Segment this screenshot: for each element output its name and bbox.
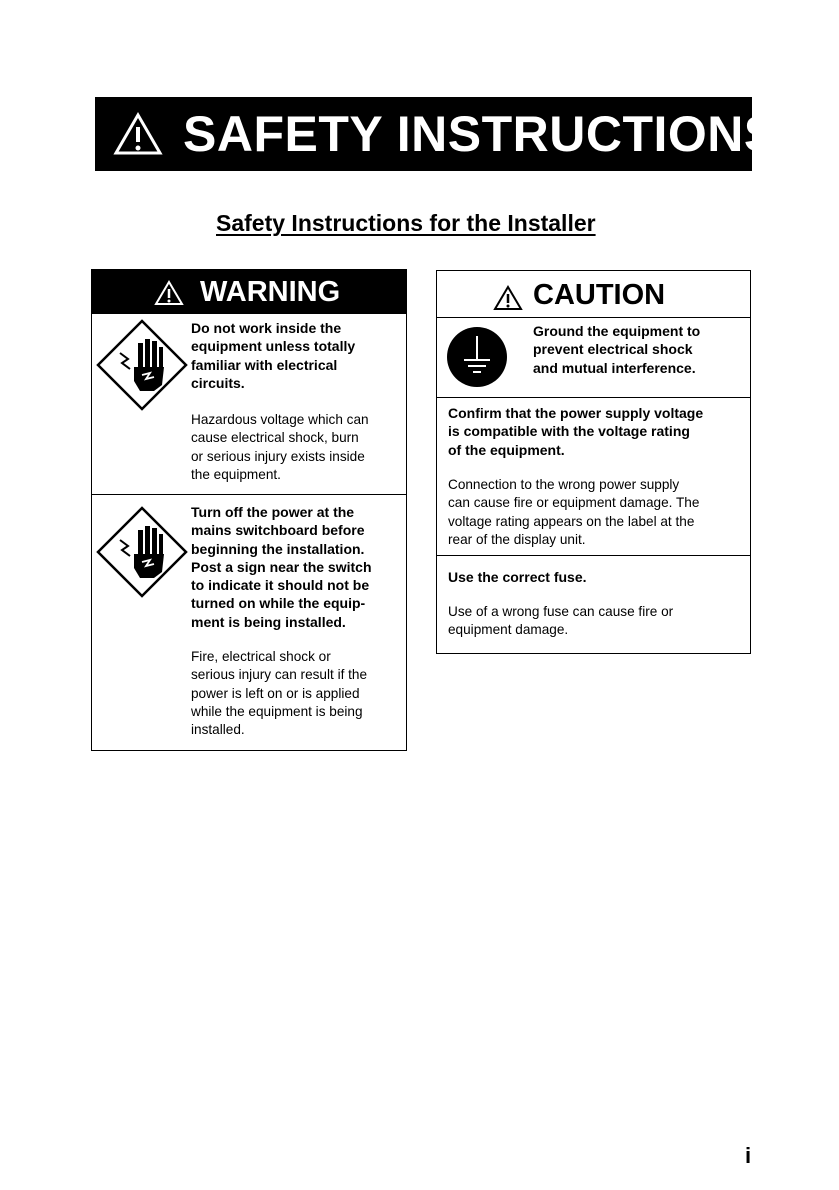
electric-shock-hand-icon (96, 319, 188, 411)
caution-box (436, 270, 751, 654)
ground-symbol-icon (446, 326, 508, 388)
warning-2-text: Fire, electrical shock or serious injury can result if the power is left on or is applied while the equipment is being installed. (191, 649, 368, 738)
warning-box (91, 269, 407, 751)
page-number: i (745, 1143, 752, 1168)
caution-heading: CAUTION (533, 279, 666, 311)
section-subtitle: Safety Instructions for the Installer (216, 210, 596, 236)
warning-triangle-icon (113, 112, 163, 156)
caution-2-text: Connection to the wrong power supply can cause fire or equipment damage. The voltage rating appears on the label at the rear of the display unit. (448, 477, 700, 547)
caution-2-bold: Confirm that the power supply voltage is compatible with the voltage rating of the equipment. (448, 405, 704, 458)
warning-heading: WARNING (200, 276, 341, 308)
caution-3-text: Use of a wrong fuse can cause fire or equipment damage. (448, 604, 674, 638)
divider (437, 555, 750, 556)
page-title: SAFETY INSTRUCTIONS (183, 106, 778, 162)
warning-triangle-icon (493, 285, 523, 311)
warning-1-bold: Do not work inside the equipment unless totally familiar with electrical circuits. (191, 320, 356, 391)
safety-banner (95, 97, 778, 171)
divider (437, 317, 750, 318)
warning-header (92, 270, 406, 314)
divider (437, 397, 750, 398)
warning-triangle-icon (154, 280, 184, 306)
caution-3-bold: Use the correct fuse. (448, 569, 587, 585)
warning-2-bold: Turn off the power at the mains switchboard before beginning the installation. Post a sign near the switch to indicate it should not be turned on while the equip- ment is being installed. (191, 504, 372, 630)
warning-1-text: Hazardous voltage which can cause electrical shock, burn or serious injury exists inside the equipment. (191, 412, 369, 482)
caution-1-bold: Ground the equipment to prevent electrical shock and mutual interference. (533, 323, 701, 376)
divider (92, 494, 406, 495)
electric-shock-hand-icon (96, 506, 188, 598)
